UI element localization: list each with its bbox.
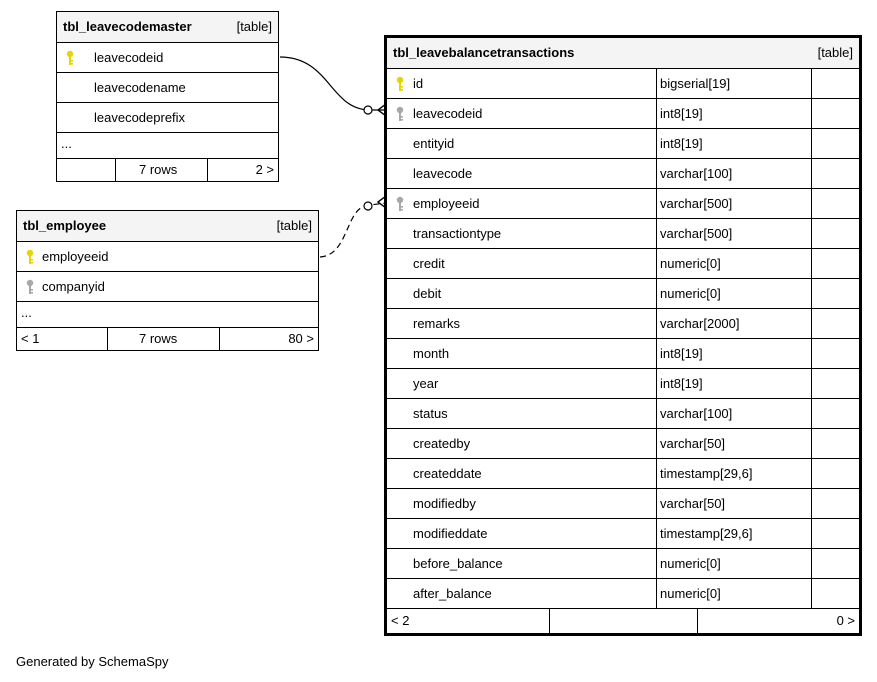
column-name: transactiontype [413,226,502,241]
column-name: companyid [42,279,105,294]
table-header [17,211,318,242]
column-type: int8[19] [660,136,703,151]
table-footer [387,609,859,633]
column-name: entityid [413,136,455,151]
column-row-status [387,399,859,429]
column-name: month [413,346,450,361]
column-name: status [413,406,448,421]
table-name: tbl_leavebalancetransactions [393,45,575,60]
footer-parents: 2 > [255,162,274,177]
more-columns-row [57,133,278,159]
column-name: modifieddate [413,526,488,541]
column-name: after_balance [413,586,492,601]
column-name: year [413,376,439,391]
primary-key-icon [66,50,74,66]
link-employeeid-optional-marker [364,202,372,210]
column-row-leavecodeprefix [57,103,278,133]
column-type: numeric[0] [660,556,721,571]
column-type: numeric[0] [660,586,721,601]
column-row-transactiontype [387,219,859,249]
column-name: id [413,76,424,91]
column-row-leavecodeid [387,99,859,129]
column-name: leavecodename [94,80,186,95]
table-employee [16,210,319,351]
column-type: varchar[100] [660,406,733,421]
column-name: leavecode [413,166,473,181]
column-name: employeeid [413,196,480,211]
column-name: remarks [413,316,460,331]
foreign-key-icon [26,279,34,295]
column-type: varchar[500] [660,226,733,241]
column-row-employeeid [17,242,318,272]
column-row-leavecode [387,159,859,189]
column-type: varchar[50] [660,436,726,451]
foreign-key-icon [396,196,404,212]
column-row-modifieddate [387,519,859,549]
ellipsis: ... [61,136,72,151]
column-type: varchar[2000] [660,316,740,331]
column-row-credit [387,249,859,279]
link-employeeid [320,203,386,257]
table-header [387,38,859,69]
column-name: createdby [413,436,471,451]
column-type: varchar[100] [660,166,733,181]
column-row-month [387,339,859,369]
column-row-createddate [387,459,859,489]
column-name: before_balance [413,556,503,571]
column-name: leavecodeid [94,50,164,65]
column-row-before-balance [387,549,859,579]
column-name: leavecodeid [413,106,483,121]
column-row-employeeid [387,189,859,219]
column-row-leavecodename [57,73,278,103]
column-type: numeric[0] [660,256,721,271]
column-type: int8[19] [660,346,703,361]
column-name: leavecodeprefix [94,110,186,125]
column-row-createdby [387,429,859,459]
footer-children: < 1 [21,331,40,346]
column-name: debit [413,286,442,301]
table-type-label: [table] [817,45,853,60]
table-footer [57,159,278,181]
table-footer [17,328,318,350]
column-type: bigserial[19] [660,76,731,91]
table-header [57,12,278,43]
primary-key-icon [396,76,404,92]
column-row-after-balance [387,579,859,609]
generator-credit: Generated by SchemaSpy [16,654,169,669]
column-type: numeric[0] [660,286,721,301]
ellipsis: ... [21,305,32,320]
table-name: tbl_leavecodemaster [63,19,192,34]
column-type: int8[19] [660,106,703,121]
link-leavecodeid [280,57,386,110]
footer-row-count: 7 rows [139,331,178,346]
column-row-year [387,369,859,399]
column-row-leavecodeid [57,43,278,73]
table-leavecodemaster [56,11,279,182]
primary-key-icon [26,249,34,265]
column-type: int8[19] [660,376,703,391]
column-row-id [387,69,859,99]
column-row-companyid [17,272,318,302]
table-type-label: [table] [236,19,272,34]
footer-parents: 0 > [836,613,855,628]
foreign-key-icon [396,106,404,122]
column-name: employeeid [42,249,109,264]
column-name: createddate [413,466,482,481]
column-type: varchar[500] [660,196,733,211]
footer-children: < 2 [391,613,410,628]
more-columns-row [17,302,318,328]
column-name: credit [413,256,445,271]
column-row-entityid [387,129,859,159]
column-type: timestamp[29,6] [660,466,753,481]
footer-parents: 80 > [288,331,314,346]
link-leavecodeid-optional-marker [364,106,372,114]
footer-row-count: 7 rows [139,162,178,177]
column-row-remarks [387,309,859,339]
column-row-modifiedby [387,489,859,519]
table-name: tbl_employee [23,218,107,233]
column-row-debit [387,279,859,309]
table-type-label: [table] [276,218,312,233]
table-leavebalancetransactions [384,35,862,636]
column-type: timestamp[29,6] [660,526,753,541]
column-name: modifiedby [413,496,476,511]
column-type: varchar[50] [660,496,726,511]
